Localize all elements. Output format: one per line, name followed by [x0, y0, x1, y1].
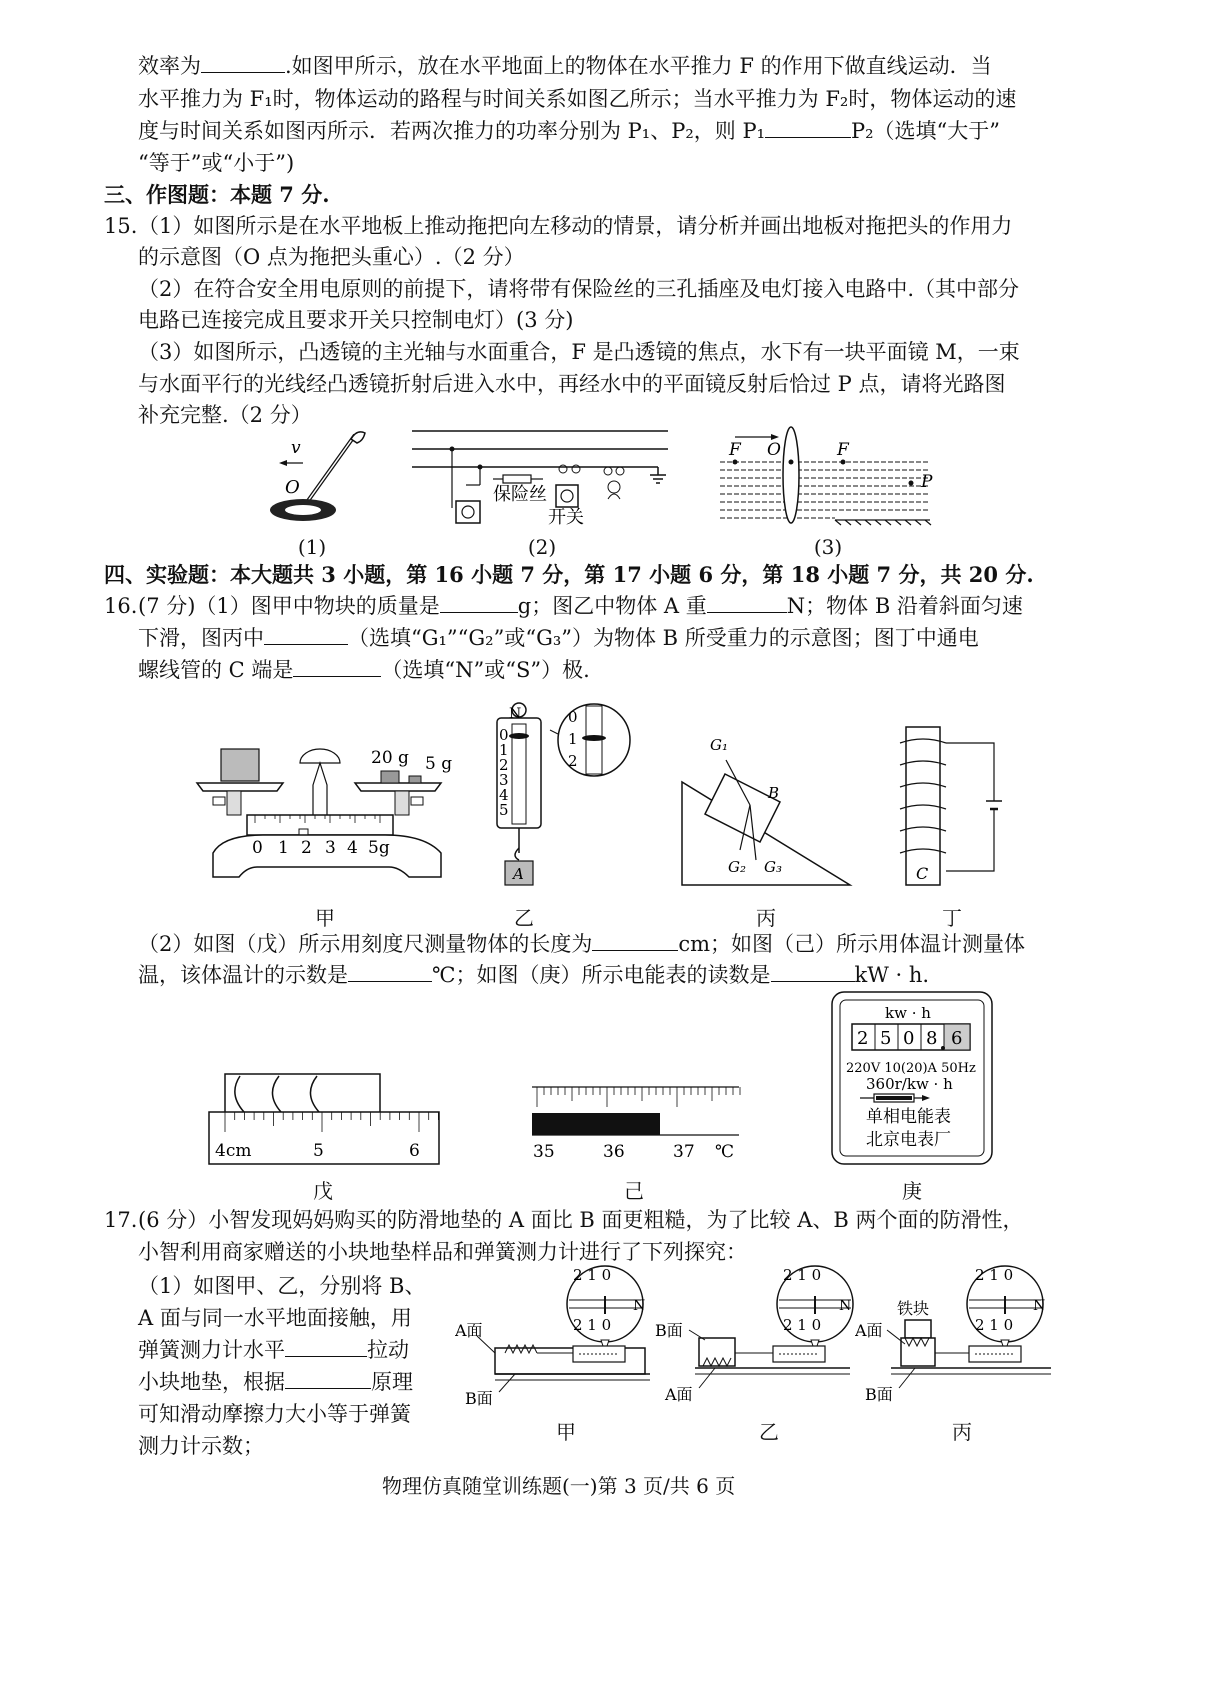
ruler-label-5: 5 [313, 1141, 324, 1161]
mop-figure [255, 425, 375, 535]
surface-bottom-bing: B面 [865, 1385, 893, 1404]
meter-digit-1: 2 [857, 1028, 869, 1049]
focus-right-label: F [837, 440, 849, 460]
q14-line1: 效率为 .如图甲所示，放在水平地面上的物体在水平推力 F 的作用下做直线运动．当 [138, 54, 992, 78]
q15-p3b: 与水面平行的光线经凸透镜折射后进入水中，再经水中的平面镜反射后恰过 P 点，请将光路图 [138, 372, 1006, 396]
ruler-label-4cm: 4cm [215, 1141, 252, 1161]
q17-s6: 测力计示数； [138, 1434, 264, 1458]
zoom-tick-1: 1 [568, 730, 578, 748]
surface-top-jia: A面 [455, 1321, 483, 1340]
meter-digit-5: 6 [951, 1028, 963, 1049]
meter-name: 单相电能表 [866, 1107, 951, 1127]
scale-unit-n: N [509, 706, 522, 722]
fig2-caption: (2) [527, 535, 557, 559]
focus-left-label: F [729, 440, 741, 460]
ji-caption: 己 [624, 1179, 644, 1203]
friction-yi-caption: 乙 [759, 1420, 779, 1444]
dial-bottom-jia: 2 1 0 [573, 1316, 612, 1334]
dial-bottom-yi: 2 1 0 [783, 1316, 822, 1334]
balance-scale-5: 5g [368, 838, 390, 858]
dial-top-jia: 2 1 0 [573, 1266, 612, 1284]
iron-block-label: 铁块 [897, 1299, 930, 1318]
solenoid-figure [898, 725, 1008, 890]
object-a-label: A [513, 865, 524, 883]
q17-s1: （1）如图甲、乙，分别将 B、 [138, 1274, 426, 1298]
page-footer: 物理仿真随堂训练题(一)第 3 页/共 6 页 [382, 1474, 736, 1498]
meter-digit-2: 5 [880, 1028, 892, 1049]
scale-tick-0: 0 [499, 726, 509, 744]
optical-center-label: O [767, 440, 781, 460]
q15-number: 15. [104, 214, 138, 238]
q17-s5: 可知滑动摩擦力大小等于弹簧 [138, 1402, 411, 1426]
q14-line2: 水平推力为 F₁时，物体运动的路程与时间关系如图乙所示；当水平推力为 F₂时，物体运动的速 [138, 87, 1017, 111]
friction-figure-yi [655, 1258, 855, 1418]
meter-maker: 北京电表厂 [866, 1130, 951, 1150]
thermo-label-unit: ℃ [715, 1142, 735, 1162]
q17-s3: 弹簧测力计水平 拉动 [138, 1338, 409, 1362]
thermometer-figure [527, 1083, 745, 1165]
dial-unit-jia: N [633, 1298, 646, 1314]
dial-unit-bing: N [1033, 1298, 1046, 1314]
q14-line4: “等于”或“小于”) [138, 151, 295, 175]
q15-p2a: （2）在符合安全用电原则的前提下，请将带有保险丝的三孔插座及电灯接入电路中.（其中部分 [138, 277, 1020, 301]
balance-scale-4: 4 [347, 838, 358, 858]
friction-jia-caption: 甲 [556, 1420, 576, 1444]
friction-figure-bing [855, 1258, 1055, 1418]
weight-5g-label: 5 g [425, 754, 453, 774]
zoom-tick-2: 2 [568, 752, 578, 770]
g3-label: G₃ [764, 858, 782, 876]
electric-meter-figure [830, 990, 995, 1168]
block-b-label: B [768, 784, 780, 802]
balance-scale-2: 2 [301, 838, 312, 858]
switch-label: 开关 [548, 507, 584, 528]
jia-caption: 甲 [315, 906, 335, 930]
scale-tick-2: 2 [499, 756, 509, 774]
point-p-label: P [921, 472, 933, 492]
q15-p1a: （1）如图所示是在水平地板上推动拖把向左移动的情景，请分析并画出地板对拖把头的作用力 [138, 214, 1013, 238]
bing-caption: 丙 [756, 906, 776, 930]
q16-line2: 下滑，图丙中 （选填“G₁”“G₂”或“G₃”）为物体 B 所受重力的示意图；图丁中通电 [138, 626, 979, 650]
q16-line4: （2）如图（戊）所示用刻度尺测量物体的长度为 cm；如图（己）所示用体温计测量体 [138, 932, 1026, 956]
ruler-figure [205, 1070, 445, 1168]
lens-figure [715, 425, 940, 533]
thermo-label-35: 35 [533, 1142, 555, 1162]
fuse-label: 保险丝 [493, 484, 547, 505]
balance-figure [195, 745, 460, 890]
scale-tick-4: 4 [499, 786, 509, 804]
surface-bottom-jia: B面 [465, 1389, 493, 1408]
g2-label: G₂ [728, 858, 746, 876]
meter-digit-4: 8 [926, 1028, 938, 1049]
friction-figure-jia [455, 1258, 655, 1418]
section-3-heading: 三、作图题：本题 7 分. [104, 182, 330, 207]
circuit-figure [408, 423, 683, 533]
fig1-caption: (1) [297, 535, 327, 559]
dial-top-yi: 2 1 0 [783, 1266, 822, 1284]
balance-scale-1: 1 [278, 838, 289, 858]
q15-p1b: 的示意图（O 点为拖把头重心）.（2 分） [138, 245, 525, 269]
scale-tick-1: 1 [499, 741, 509, 759]
ding-caption: 丁 [942, 906, 962, 930]
fig3-caption: (3) [813, 535, 843, 559]
q15-p3c: 补充完整.（2 分） [138, 403, 312, 427]
wu-caption: 戊 [313, 1179, 333, 1203]
zoom-tick-0: 0 [568, 708, 578, 726]
thermo-label-36: 36 [603, 1142, 625, 1162]
thermo-label-37: 37 [673, 1142, 695, 1162]
end-c-label: C [916, 864, 929, 883]
dial-unit-yi: N [839, 1298, 852, 1314]
section-4-heading: 四、实验题：本大题共 3 小题，第 16 小题 7 分，第 17 小题 6 分，第 18 小题 7 分，共 20 分. [104, 562, 1034, 587]
ruler-label-6: 6 [409, 1141, 420, 1161]
q16-line1: (7 分)（1）图甲中物块的质量是 g；图乙中物体 A 重 N；物体 B 沿着斜面匀速 [138, 594, 1023, 618]
balance-scale-0: 0 [252, 838, 263, 858]
meter-rev: 360r/kw · h [866, 1075, 953, 1093]
q17-line2: 小智利用商家赠送的小块地垫样品和弹簧测力计进行了下列探究： [138, 1240, 747, 1264]
q17-number: 17. [104, 1208, 138, 1232]
balance-scale-3: 3 [325, 838, 336, 858]
q16-number: 16. [104, 594, 138, 618]
surface-top-bing: A面 [855, 1321, 883, 1340]
scale-tick-5: 5 [499, 801, 509, 819]
yi-caption: 乙 [514, 906, 534, 930]
q17-s4: 小块地垫，根据 原理 [138, 1370, 413, 1394]
velocity-label: v [291, 438, 301, 458]
q17-line1: (6 分）小智发现妈妈购买的防滑地垫的 A 面比 B 面更粗糙，为了比较 A、B 两个面的防滑性， [138, 1208, 1024, 1232]
friction-bing-caption: 丙 [952, 1420, 972, 1444]
spring-scale-figure [490, 698, 650, 890]
q15-p2b: 电路已连接完成且要求开关只控制电灯）(3 分) [138, 308, 574, 332]
q16-line5: 温，该体温计的示数是 ℃；如图（庚）所示电能表的读数是 kW · h. [138, 963, 930, 987]
q17-s2: A 面与同一水平地面接触，用 [138, 1306, 412, 1330]
scale-tick-3: 3 [499, 771, 509, 789]
surface-bottom-yi: A面 [665, 1385, 693, 1404]
incline-figure [680, 730, 855, 890]
point-o-label: O [285, 477, 300, 498]
meter-spec: 220V 10(20)A 50Hz [846, 1061, 976, 1076]
dial-bottom-bing: 2 1 0 [975, 1316, 1014, 1334]
surface-top-yi: B面 [655, 1321, 683, 1340]
q14-line3: 度与时间关系如图丙所示．若两次推力的功率分别为 P₁、P₂，则 P₁ P₂（选填“大于” [138, 119, 1001, 143]
dial-top-bing: 2 1 0 [975, 1266, 1014, 1284]
g1-label: G₁ [710, 736, 728, 754]
q16-line3: 螺线管的 C 端是 （选填“N”或“S”）极. [138, 658, 590, 682]
meter-unit: kw · h [885, 1004, 931, 1022]
geng-caption: 庚 [902, 1179, 922, 1203]
meter-digit-3: 0 [903, 1028, 915, 1049]
q15-p3a: （3）如图所示，凸透镜的主光轴与水面重合，F 是凸透镜的焦点，水下有一块平面镜 M，一束 [138, 340, 1020, 364]
weight-20g-label: 20 g [371, 748, 409, 768]
